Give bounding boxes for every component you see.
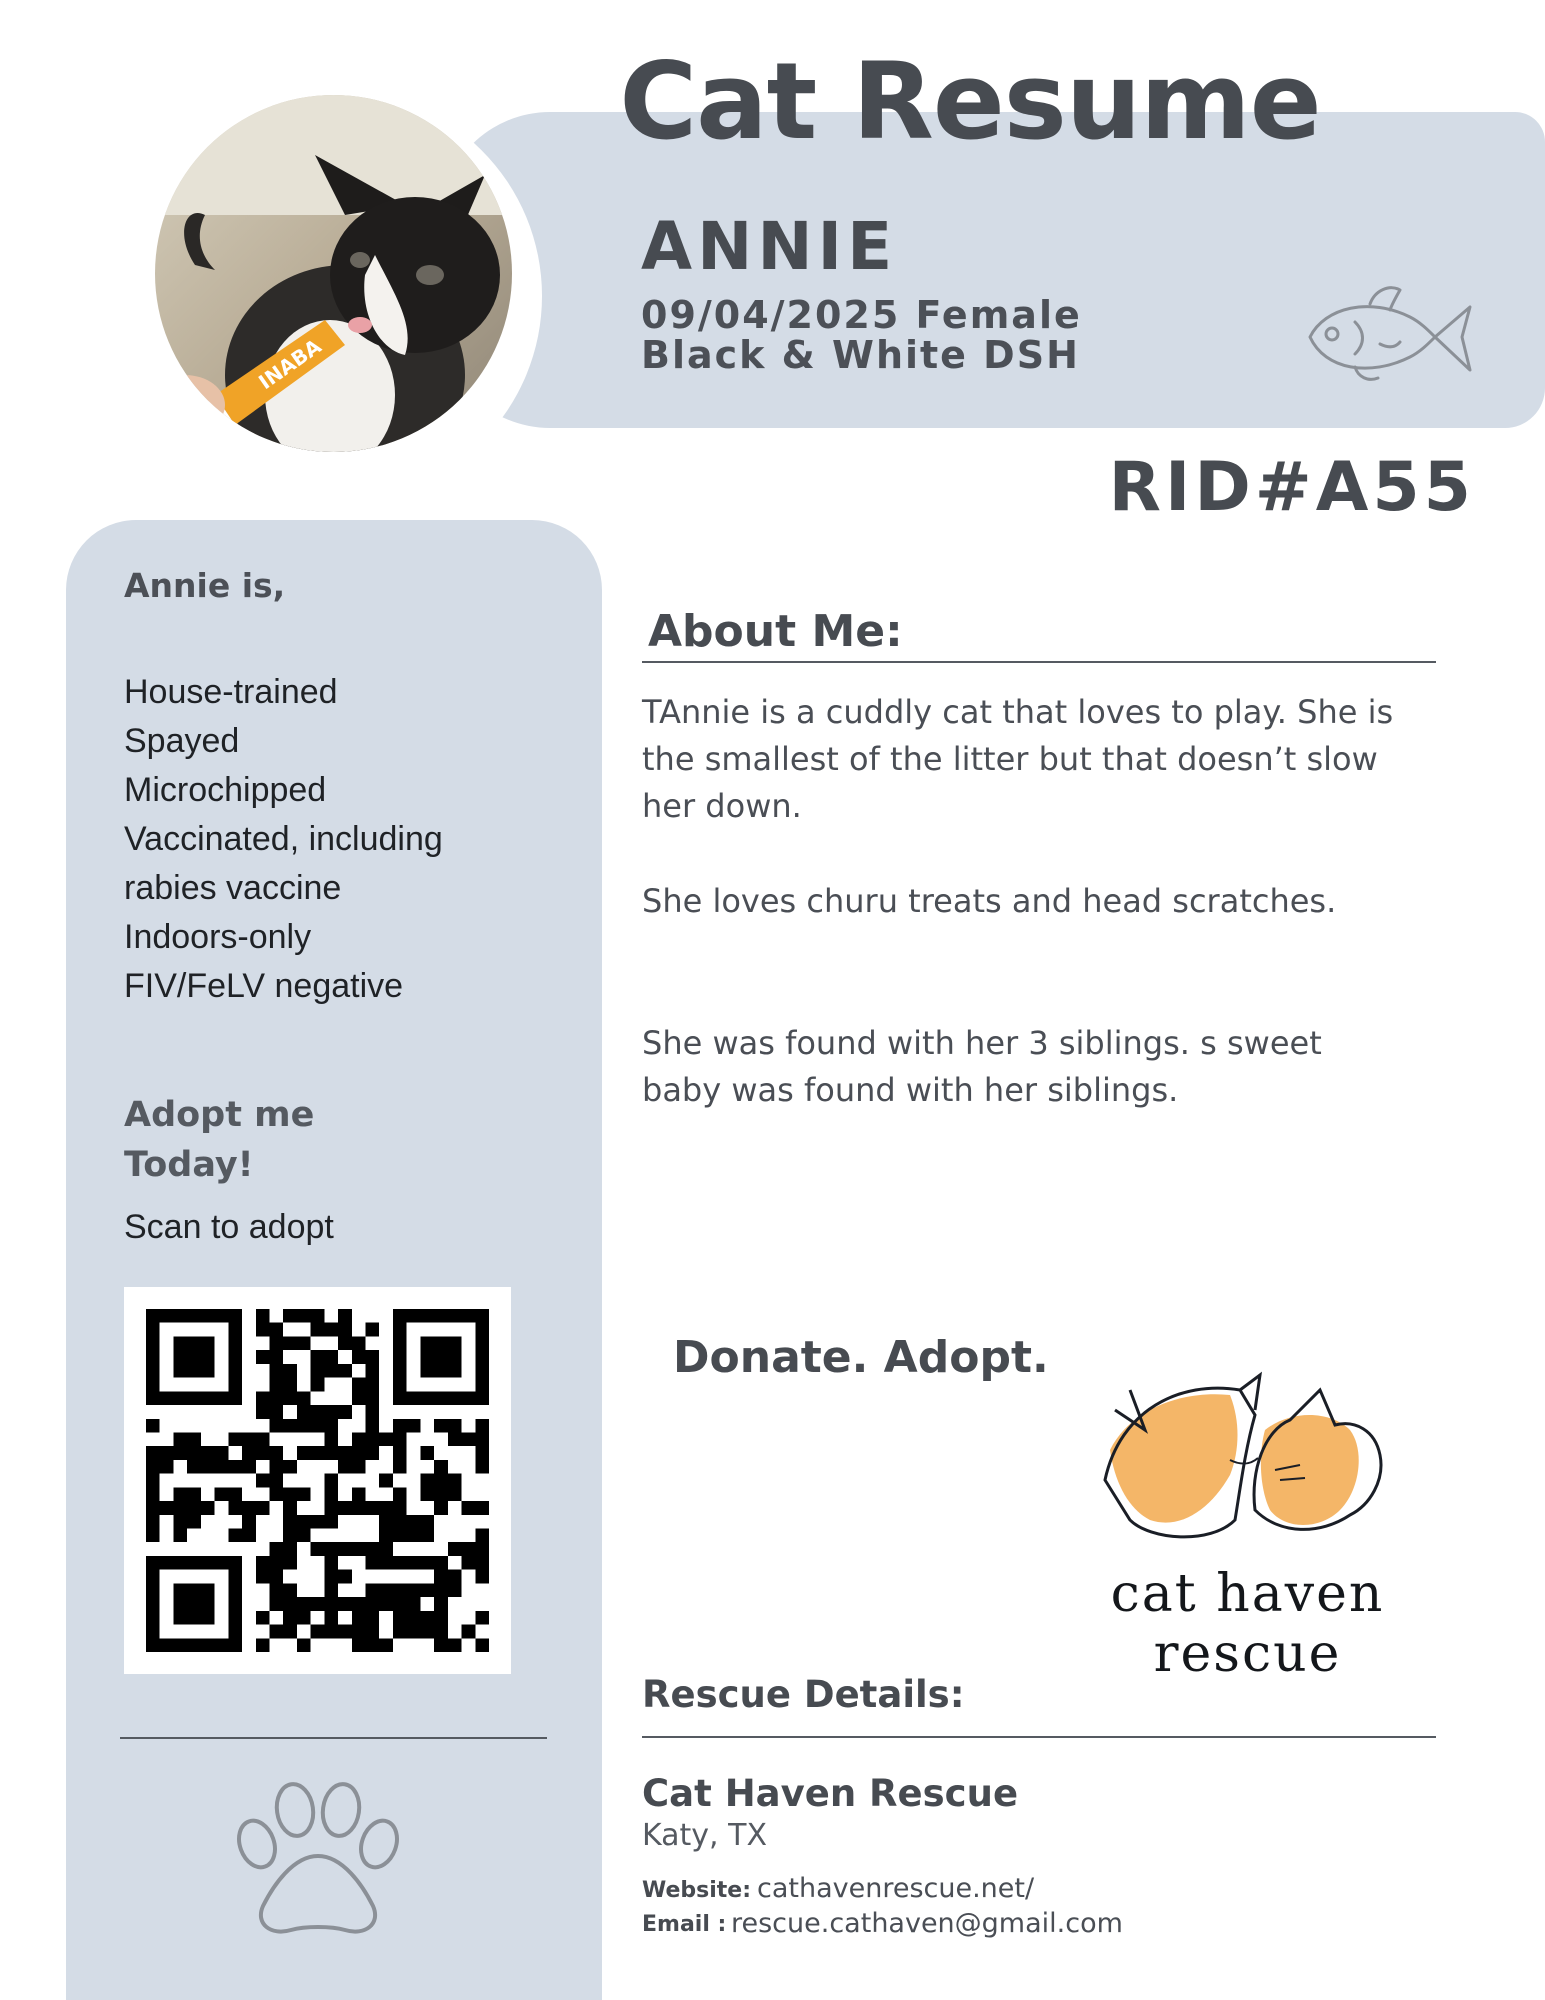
cat-birthdate-sex: 09/04/2025 Female xyxy=(641,293,1082,337)
about-paragraph-1: TAnnie is a cuddly cat that loves to play. She is the smallest of the litter but that doesn’t slow her down. xyxy=(642,693,1394,825)
about-paragraph-3: She was found with her 3 siblings. s sweet baby was found with her siblings. xyxy=(642,1024,1322,1109)
website-label: Website: xyxy=(642,1878,752,1903)
list-item: Vaccinated, including xyxy=(124,820,443,858)
adopt-line-2: Today! xyxy=(124,1145,254,1185)
treat-label: INABA xyxy=(254,334,326,395)
traits-intro: Annie is, xyxy=(124,566,286,605)
adopt-heading xyxy=(124,1090,424,1190)
page-title: Cat Resume xyxy=(619,40,1321,163)
cat-name: ANNIE xyxy=(641,208,898,285)
rescue-heading: Rescue Details: xyxy=(642,1673,965,1716)
email-link[interactable]: rescue.cathaven@gmail.com xyxy=(731,1908,1123,1939)
logo-wordmark xyxy=(1070,1564,1425,1684)
cat-photo xyxy=(155,95,512,452)
logo-line-2: rescue xyxy=(1153,1624,1342,1684)
about-heading: About Me: xyxy=(648,606,903,657)
logo-line-1: cat haven xyxy=(1110,1564,1385,1624)
qr-code-image xyxy=(146,1309,489,1652)
divider xyxy=(120,1737,547,1739)
adopt-line-1: Adopt me xyxy=(124,1095,315,1135)
divider xyxy=(642,1736,1436,1738)
list-item: Microchipped xyxy=(124,771,327,809)
list-item: Spayed xyxy=(124,722,240,760)
traits-list xyxy=(124,668,443,1011)
fish-icon xyxy=(1300,282,1475,394)
divider xyxy=(642,661,1436,663)
donate-adopt-text: Donate. Adopt. xyxy=(673,1332,1049,1383)
scan-label: Scan to adopt xyxy=(124,1208,334,1246)
rescue-location: Katy, TX xyxy=(642,1818,767,1853)
cat-color-breed: Black & White DSH xyxy=(641,333,1080,377)
about-paragraph-2: She loves churu treats and head scratches. xyxy=(642,882,1337,920)
email-label: Email : xyxy=(642,1912,727,1937)
list-item: Indoors-only xyxy=(124,918,312,956)
list-item: rabies vaccine xyxy=(124,869,342,907)
website-link[interactable]: cathavenrescue.net/ xyxy=(757,1873,1035,1904)
qr-code[interactable] xyxy=(124,1287,511,1674)
cat-haven-logo xyxy=(1090,1370,1400,1562)
rescue-id: RID#A55 xyxy=(1108,448,1475,527)
list-item: FIV/FeLV negative xyxy=(124,967,404,1005)
list-item: House-trained xyxy=(124,673,338,711)
paw-icon xyxy=(233,1778,403,1938)
rescue-name: Cat Haven Rescue xyxy=(642,1772,1019,1815)
